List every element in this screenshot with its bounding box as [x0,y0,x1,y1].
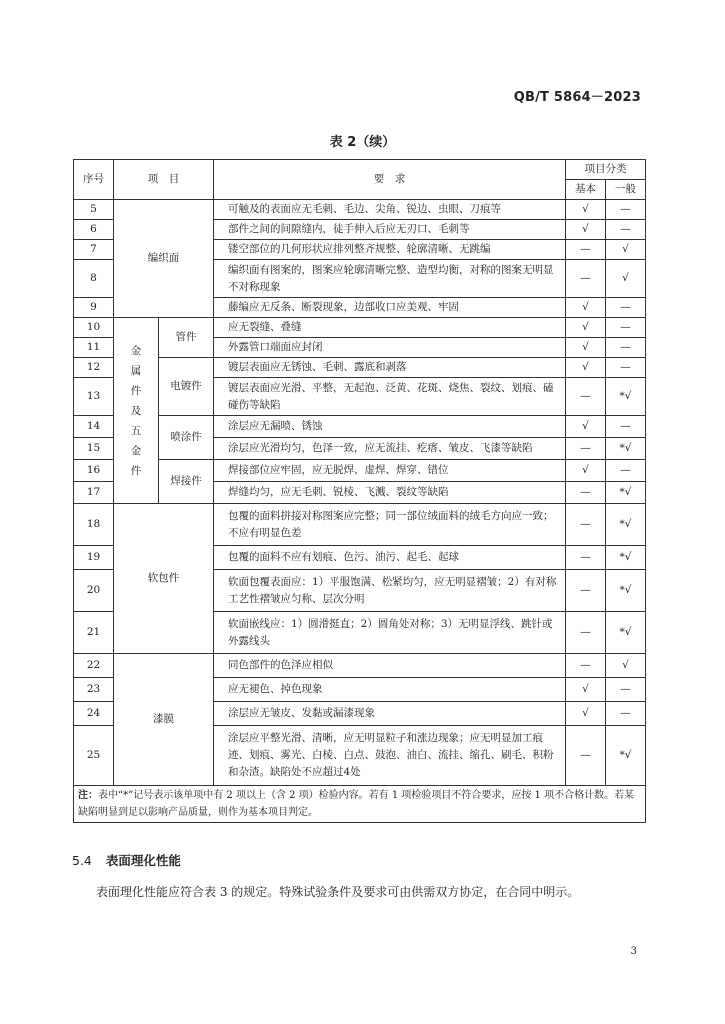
group-metal-char: 件 [130,384,142,397]
row-general: *√ [606,546,646,570]
row-general: — [606,200,646,220]
row-requirement: 包覆的面料拼接对称图案应完整；同一部位绒面料的绒毛方向应一致；不应有明显色差 [214,504,566,546]
col-header-basic: 基本 [566,180,606,200]
row-basic: — [566,546,606,570]
row-no: 11 [74,338,114,358]
group-metal-char: 金 [130,344,142,357]
row-general: — [606,298,646,318]
row-basic: — [566,570,606,612]
row-requirement: 包覆的面料不应有划痕、色污、油污、起毛、起球 [214,546,566,570]
row-basic: — [566,260,606,298]
row-no: 8 [74,260,114,298]
row-basic: — [566,612,606,654]
row-basic: √ [566,460,606,482]
row-requirement: 焊接部位应牢固，应无脱焊、虚焊、焊穿、错位 [214,460,566,482]
group-metal-char: 五 [130,424,142,437]
row-general: √ [606,654,646,678]
group-metal-char: 及 [130,404,142,417]
col-header-classification: 项目分类 [566,160,646,180]
row-requirement: 镀层表面应无锈蚀、毛刺、露底和剥落 [214,358,566,378]
row-requirement: 软面包覆表面应：1）平服饱满、松紧均匀，应无明显褶皱；2）有对称工艺性褶皱应匀称、层次分明 [214,570,566,612]
table-row [74,460,646,482]
row-basic: √ [566,220,606,240]
table-row [74,654,646,678]
col-header-general: 一般 [606,180,646,200]
table-row [74,504,646,546]
row-no: 5 [74,200,114,220]
group-paint-film: 漆膜 [114,654,214,786]
row-requirement: 涂层应无漏喷、锈蚀 [214,416,566,438]
group-metal-char: 件 [130,464,142,477]
row-no: 20 [74,570,114,612]
table-note-text: 表中“*”记号表示该单项中有 2 项以上（含 2 项）检验内容。若有 1 项检验项目不符合要求，应按 1 项不合格计数。若某缺陷明显到足以影响产品质量，则作为基本项目判定。 [78,790,635,818]
row-no: 16 [74,460,114,482]
row-requirement: 镀层表面应光滑、平整，无起泡、泛黄、花斑、烧焦、裂纹、划痕、磕碰伤等缺陷 [214,378,566,416]
subgroup-welding: 焊接件 [159,460,214,504]
section-heading [72,851,181,869]
row-requirement: 藤编应无反条、断裂现象，边部收口应美观、牢固 [214,298,566,318]
table-note [74,786,646,823]
row-general: √ [606,240,646,260]
table-row [74,416,646,438]
row-no: 13 [74,378,114,416]
row-requirement: 同色部件的色泽应相似 [214,654,566,678]
page-number: 3 [630,946,637,957]
row-basic: √ [566,358,606,378]
table-row [74,200,646,220]
row-general: — [606,460,646,482]
row-general: *√ [606,570,646,612]
row-requirement: 软面嵌线应：1）圆滑挺直；2）圆角处对称；3）无明显浮线、跳针或外露线头 [214,612,566,654]
row-requirement: 涂层应无皱皮、发黏或漏漆现象 [214,702,566,726]
row-general: *√ [606,726,646,786]
row-general: — [606,318,646,338]
row-no: 22 [74,654,114,678]
row-no: 9 [74,298,114,318]
row-general: — [606,338,646,358]
row-basic: √ [566,338,606,358]
row-no: 24 [74,702,114,726]
row-no: 10 [74,318,114,338]
row-general: *√ [606,438,646,460]
row-basic: √ [566,200,606,220]
section-title: 表面理化性能 [105,853,181,868]
row-basic: — [566,378,606,416]
row-general: *√ [606,504,646,546]
row-no: 14 [74,416,114,438]
row-requirement: 涂层应平整光滑、清晰，应无明显粒子和涨边现象；应无明显加工痕迹、划痕、雾光、白棱、白点、鼓泡、油白、流挂、缩孔、刷毛、积粉和杂渣。缺陷处不应超过4处 [214,726,566,786]
row-general: — [606,358,646,378]
col-header-requirement: 要 求 [214,160,566,200]
row-requirement: 部件之间的间隙缝内，徒手伸入后应无刃口、毛刺等 [214,220,566,240]
subgroup-spraying: 喷涂件 [159,416,214,460]
row-requirement: 应无褪色、掉色现象 [214,678,566,702]
col-header-item: 项 目 [114,160,214,200]
row-basic: — [566,726,606,786]
row-basic: — [566,504,606,546]
group-metal-char: 属 [130,364,142,377]
row-no: 15 [74,438,114,460]
section-paragraph: 表面理化性能应符合表 3 的规定。特殊试验条件及要求可由供需双方协定，在合同中明示。 [96,885,580,899]
group-weaving: 编织面 [114,200,214,318]
row-requirement: 外露管口端面应封闭 [214,338,566,358]
row-general: — [606,702,646,726]
row-no: 7 [74,240,114,260]
row-no: 19 [74,546,114,570]
table-note-row [74,786,646,823]
group-metal-char: 金 [130,444,142,457]
row-no: 21 [74,612,114,654]
group-metal-hardware [114,318,159,504]
table-row [74,318,646,338]
row-basic: √ [566,678,606,702]
row-general: *√ [606,482,646,504]
row-no: 12 [74,358,114,378]
row-no: 17 [74,482,114,504]
table-row [74,358,646,378]
row-no: 6 [74,220,114,240]
row-requirement: 焊缝均匀，应无毛刺、锐棱、飞溅、裂纹等缺陷 [214,482,566,504]
requirements-table [73,159,646,823]
row-basic: √ [566,298,606,318]
row-no: 23 [74,678,114,702]
table-note-label: 注： [78,790,98,801]
col-header-no: 序号 [74,160,114,200]
row-basic: √ [566,416,606,438]
table-caption: 表 2（续） [329,135,396,150]
row-general: *√ [606,378,646,416]
standard-number: QB/T 5864－2023 [513,90,641,105]
row-basic: √ [566,318,606,338]
row-no: 25 [74,726,114,786]
subgroup-pipe: 管件 [159,318,214,358]
table-header-row [74,160,646,180]
row-general: √ [606,260,646,298]
row-basic: — [566,240,606,260]
group-soft-upholstery: 软包件 [114,504,214,654]
row-general: — [606,220,646,240]
row-requirement: 可触及的表面应无毛刺、毛边、尖角、锐边、虫眼、刀痕等 [214,200,566,220]
row-general: — [606,416,646,438]
section-number: 5.4 [72,853,92,868]
row-no: 18 [74,504,114,546]
row-basic: — [566,654,606,678]
subgroup-plating: 电镀件 [159,358,214,416]
row-basic: √ [566,702,606,726]
row-requirement: 编织面有图案的，图案应轮廓清晰完整、造型均衡，对称的图案无明显不对称现象 [214,260,566,298]
row-general: *√ [606,612,646,654]
row-basic: — [566,438,606,460]
row-requirement: 镂空部位的几何形状应排列整齐规整、轮廓清晰、无跳编 [214,240,566,260]
row-general: — [606,678,646,702]
row-requirement: 应无裂缝、叠缝 [214,318,566,338]
row-basic: — [566,482,606,504]
row-requirement: 涂层应光滑均匀，色泽一致，应无流挂、疙瘩、皱皮、飞漆等缺陷 [214,438,566,460]
